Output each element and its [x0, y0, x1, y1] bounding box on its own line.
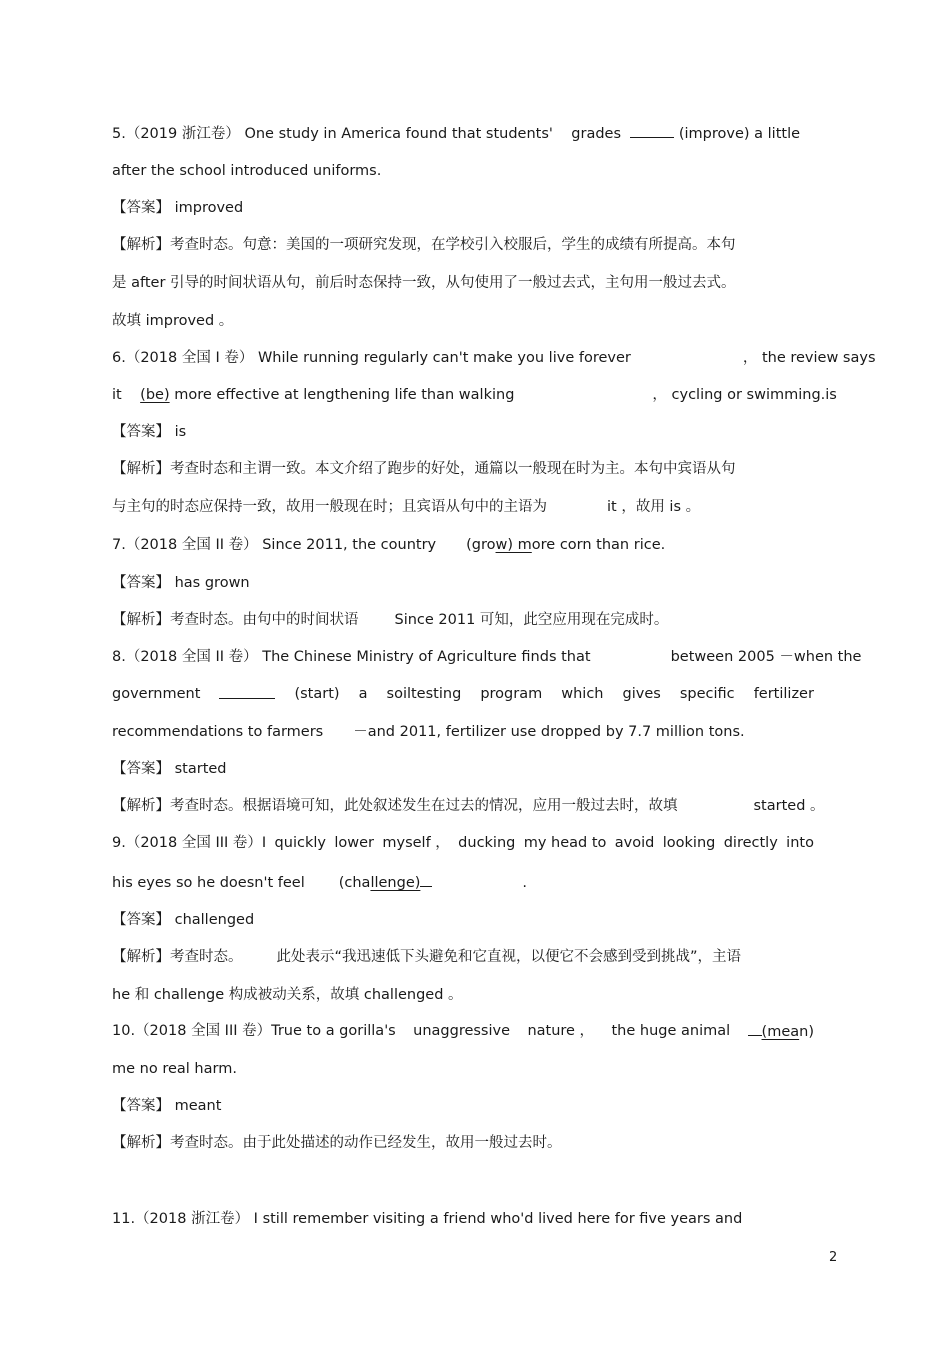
- q5-explanation-1: 【解析】考查时态。句意：美国的一项研究发现，在学校引入校服后，学生的成绩有所提高。本句: [112, 237, 736, 253]
- q9-text-b: (cha: [338, 875, 371, 891]
- q5-line2: after the school introduced uniforms.: [112, 163, 382, 179]
- q7-explanation: [112, 610, 668, 630]
- q10-blank: (mea: [761, 1024, 800, 1040]
- q10-blank-wrap: [748, 1021, 814, 1042]
- q10-word: the huge animal: [611, 1023, 731, 1039]
- q7-text-d: ore corn than rice.: [531, 537, 666, 553]
- q10-blank-lead: [748, 1021, 762, 1036]
- q8-answer: 【答案】 started: [112, 761, 227, 777]
- q10-word: 10.（2018 全国 III 卷）True to a gorilla's: [112, 1023, 396, 1039]
- q7-blank: w) m: [495, 537, 532, 553]
- q8-word: soiltesting: [386, 686, 462, 702]
- q8-word: government: [112, 686, 201, 702]
- q8-text-a: 8.（2018 全国 II 卷） The Chinese Ministry of Agriculture finds that: [112, 649, 591, 665]
- q6-explanation-1: 【解析】考查时态和主谓一致。本文介绍了跑步的好处，通篇以一般现在时为主。本句中宾语从句: [112, 461, 736, 477]
- q7-text-b: (gro: [466, 537, 496, 553]
- q10-line2: me no real harm.: [112, 1061, 237, 1077]
- q8-word: fertilizer: [753, 686, 814, 702]
- q6-answer: 【答案】 is: [112, 424, 187, 440]
- q10-word: nature ，: [527, 1023, 595, 1039]
- q10-explanation: 【解析】考查时态。由于此处描述的动作已经发生，故用一般过去时。: [112, 1135, 562, 1151]
- page-number: 2: [829, 1250, 838, 1265]
- q10-blank-tail: n): [799, 1024, 814, 1040]
- q9-word: into: [786, 835, 814, 851]
- q8-text-c: recommendations to farmers: [112, 724, 324, 740]
- q9-exp-text-a: 【解析】考查时态。: [112, 949, 243, 965]
- q6-text-c: more effective at lengthening life than walking: [174, 387, 515, 403]
- q8-word: which: [561, 686, 604, 702]
- q5-answer: 【答案】 improved: [112, 200, 244, 216]
- q8-exp-text-b: started 。: [753, 798, 825, 814]
- q8-line3: [112, 722, 745, 742]
- q8-text-b: between 2005 －when the: [670, 649, 862, 665]
- q7-exp-text-a: 【解析】考查时态。由句中的时间状语: [112, 612, 359, 628]
- q6-text-b: ， the review says: [742, 350, 876, 366]
- q6-text-it: it: [112, 387, 122, 403]
- q9-word: directly: [723, 835, 778, 851]
- q5-text-b: grades: [571, 126, 622, 142]
- q8-text-d: －and 2011, fertilizer use dropped by 7.7 million tons.: [353, 724, 745, 740]
- q6-explanation-2: [112, 497, 700, 517]
- q9-explanation-2: he 和 challenge 构成被动关系，故填 challenged 。: [112, 987, 463, 1003]
- q8-line2: [112, 684, 814, 704]
- q5-blank: [630, 123, 674, 138]
- q5-explanation-2: 是 after 引导的时间状语从句，前后时态保持一致，从句使用了一般过去式，主句用一般过去式。: [112, 275, 736, 291]
- q8-word: a: [358, 686, 368, 702]
- q9-text-a: his eyes so he doesn't feel: [112, 875, 305, 891]
- q8-word: (start): [294, 686, 340, 702]
- q8-blank: [219, 684, 275, 699]
- q11-line1: 11.（2018 浙江卷） I still remember visiting a friend who'd lived here for five years and: [112, 1211, 743, 1227]
- q6-text-d: ， cycling or swimming.is: [652, 387, 837, 403]
- q7-text-a: 7.（2018 全国 II 卷） Since 2011, the country: [112, 537, 437, 553]
- q8-line1: [112, 647, 861, 667]
- q7-exp-text-b: Since 2011 可知，此空应用现在完成时。: [394, 612, 669, 628]
- q8-exp-text-a: 【解析】考查时态。根据语境可知，此处叙述发生在过去的情况，应用一般过去时，故填: [112, 798, 678, 814]
- q9-word: ducking: [458, 835, 516, 851]
- q8-word: specific: [679, 686, 735, 702]
- q8-word: program: [480, 686, 543, 702]
- q9-explanation-1: [112, 947, 741, 967]
- q6-exp2-text-b: it ，故用 is 。: [607, 499, 701, 515]
- q10-answer: 【答案】 meant: [112, 1098, 222, 1114]
- q5-explanation-3: 故填 improved 。: [112, 313, 234, 329]
- q10-word: unaggressive: [413, 1023, 511, 1039]
- q5-text-c: (improve) a little: [678, 126, 801, 142]
- q9-word: myself ，: [382, 835, 450, 851]
- q9-word: looking: [662, 835, 716, 851]
- q9-exp-text-b: 此处表示“我迅速低下头避免和它直视，以便它不会感到受到挑战”，主语: [276, 949, 742, 965]
- q6-line2: [112, 385, 837, 405]
- q9-line1: [112, 833, 814, 853]
- q9-word: my head to: [523, 835, 607, 851]
- q10-line1: [112, 1021, 814, 1042]
- q6-blank-be: (be): [140, 387, 170, 403]
- q6-line1: [112, 348, 876, 368]
- q8-word: gives: [622, 686, 661, 702]
- q9-blank-tail: [420, 872, 432, 887]
- q7-line1: [112, 535, 665, 555]
- q5-line1: [112, 123, 800, 144]
- q7-answer: 【答案】 has grown: [112, 575, 250, 591]
- q6-text-a: 6.（2018 全国 I 卷） While running regularly can't make you live forever: [112, 350, 631, 366]
- q5-text-a: 5.（2019 浙江卷） One study in America found that students': [112, 126, 553, 142]
- q9-word: avoid: [614, 835, 655, 851]
- q9-blank: llenge): [370, 875, 421, 891]
- q9-word: quickly: [274, 835, 326, 851]
- q9-word: 9.（2018 全国 III 卷）I: [112, 835, 267, 851]
- q9-text-d: .: [522, 875, 528, 891]
- q6-exp2-text-a: 与主句的时态应保持一致，故用一般现在时；且宾语从句中的主语为: [112, 499, 547, 515]
- q9-line2: [112, 872, 527, 893]
- q9-word: lower: [334, 835, 374, 851]
- q9-answer: 【答案】 challenged: [112, 912, 255, 928]
- q8-explanation: [112, 796, 825, 816]
